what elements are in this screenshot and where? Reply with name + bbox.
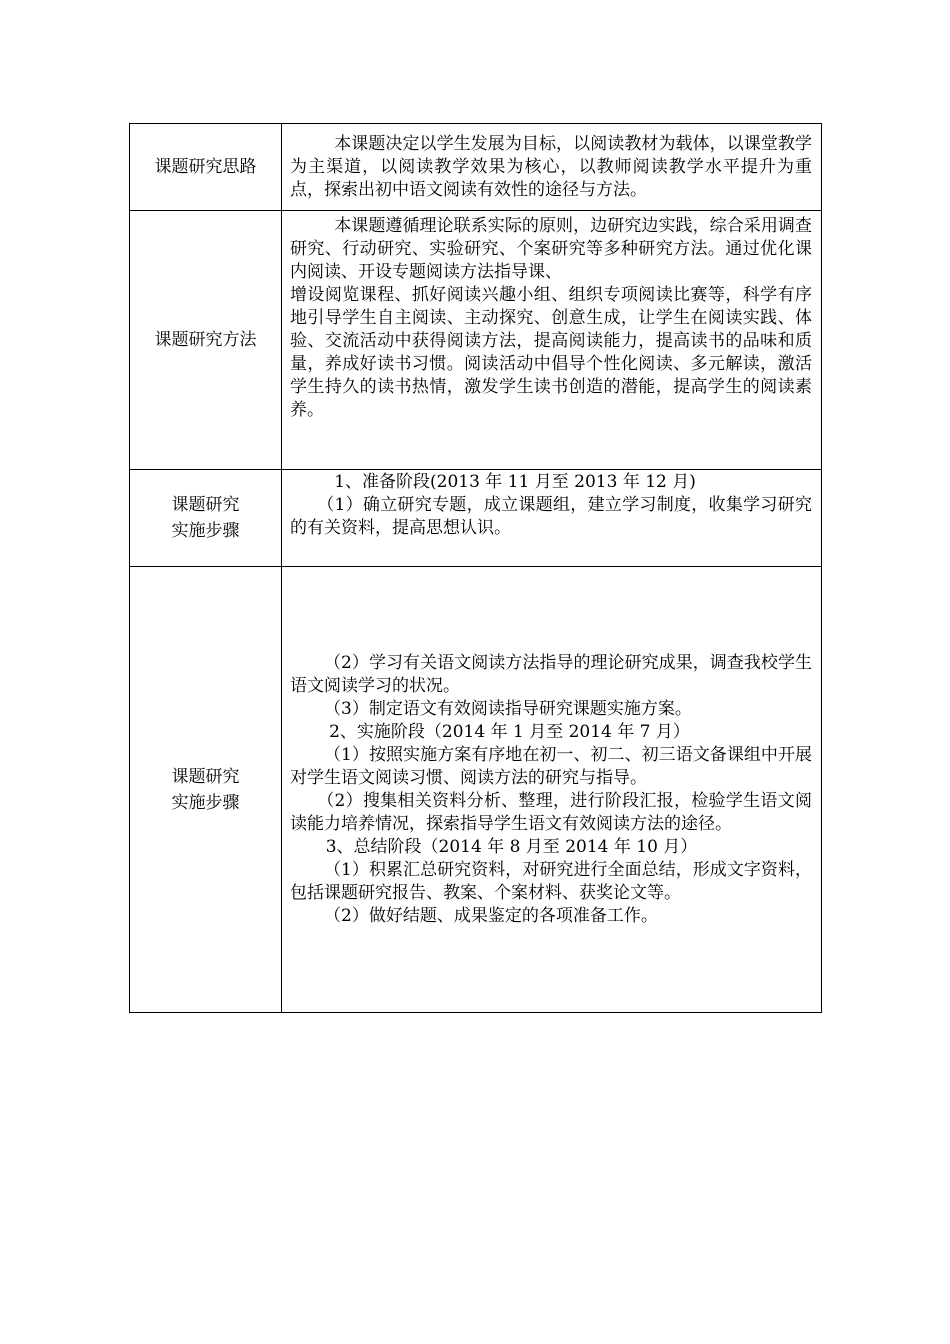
row-label-line1: 课题研究 bbox=[171, 766, 240, 787]
paragraph: （3）制定语文有效阅读指导研究课题实施方案。 bbox=[324, 698, 692, 719]
row-content-research-approach bbox=[282, 124, 822, 211]
row-label-implementation-steps bbox=[130, 567, 282, 1013]
row-content-implementation-steps-1 bbox=[282, 470, 822, 567]
row-label-implementation-steps bbox=[130, 470, 282, 567]
row-label-research-methods bbox=[130, 211, 282, 470]
row-content-research-methods bbox=[282, 211, 822, 470]
paragraph: （2）做好结题、成果鉴定的各项准备工作。 bbox=[324, 905, 658, 926]
paragraph: （1）确立研究专题，成立课题组，建立学习制度，收集学习研究的有关资料，提高思想认识。 bbox=[290, 495, 812, 538]
paragraph: 1、准备阶段(2013 年 11 月至 2013 年 12 月) bbox=[334, 472, 696, 492]
row-label-line1: 课题研究 bbox=[171, 495, 240, 515]
row-label-line2: 实施步骤 bbox=[171, 792, 240, 813]
row-label-line2: 实施步骤 bbox=[171, 521, 240, 541]
paragraph: （1）按照实施方案有序地在初一、初二、初三语文备课组中开展对学生语文阅读习惯、阅读方法的研究与指导。 bbox=[290, 744, 812, 788]
table-row-implementation-steps-1 bbox=[130, 470, 822, 567]
paragraph: 2、实施阶段（2014 年 1 月至 2014 年 7 月） bbox=[329, 721, 690, 742]
row-label-text: 课题研究方法 bbox=[154, 330, 257, 350]
row-content-implementation-steps-2 bbox=[282, 567, 822, 1013]
paragraph: （2）学习有关语文阅读方法指导的理论研究成果，调查我校学生语文阅读学习的状况。 bbox=[290, 652, 812, 696]
paragraph: 3、总结阶段（2014 年 8 月至 2014 年 10 月） bbox=[325, 836, 698, 857]
row-label-research-approach bbox=[130, 124, 282, 211]
row-label-text: 课题研究思路 bbox=[154, 157, 257, 177]
paragraph: 本课题遵循理论联系实际的原则，边研究边实践，综合采用调查研究、行动研究、实验研究、个案研究等多种研究方法。通过优化课内阅读、开设专题阅读方法指导课、 bbox=[290, 216, 812, 282]
paragraph: 增设阅览课程、抓好阅读兴趣小组、组织专项阅读比赛等，科学有序地引导学生自主阅读、主动探究、创意生成，让学生在阅读实践、体验、交流活动中获得阅读方法，提高阅读能力，提高读书的品味和质量，养成好读书习惯。阅读活动中倡导个性化阅读、多元解读，激活学生持久的读书热情，激发学生读书创造的潜能，提高学生的阅读素养。 bbox=[290, 285, 812, 420]
paragraph: （1）积累汇总研究资料，对研究进行全面总结，形成文字资料，包括课题研究报告、教案、个案材料、获奖论文等。 bbox=[290, 859, 812, 903]
table-row-research-methods bbox=[130, 211, 822, 470]
table-row-research-approach bbox=[130, 124, 822, 211]
paragraph: （2）搜集相关资料分析、整理，进行阶段汇报，检验学生语文阅读能力培养情况，探索指导学生语文有效阅读方法的途径。 bbox=[290, 790, 812, 834]
research-plan-table bbox=[129, 123, 822, 1013]
paragraph: 本课题决定以学生发展为目标，以阅读教材为载体，以课堂教学为主渠道，以阅读教学效果为核心，以教师阅读教学水平提升为重点，探索出初中语文阅读有效性的途径与方法。 bbox=[290, 133, 812, 200]
table-row-implementation-steps-2 bbox=[130, 567, 822, 1013]
